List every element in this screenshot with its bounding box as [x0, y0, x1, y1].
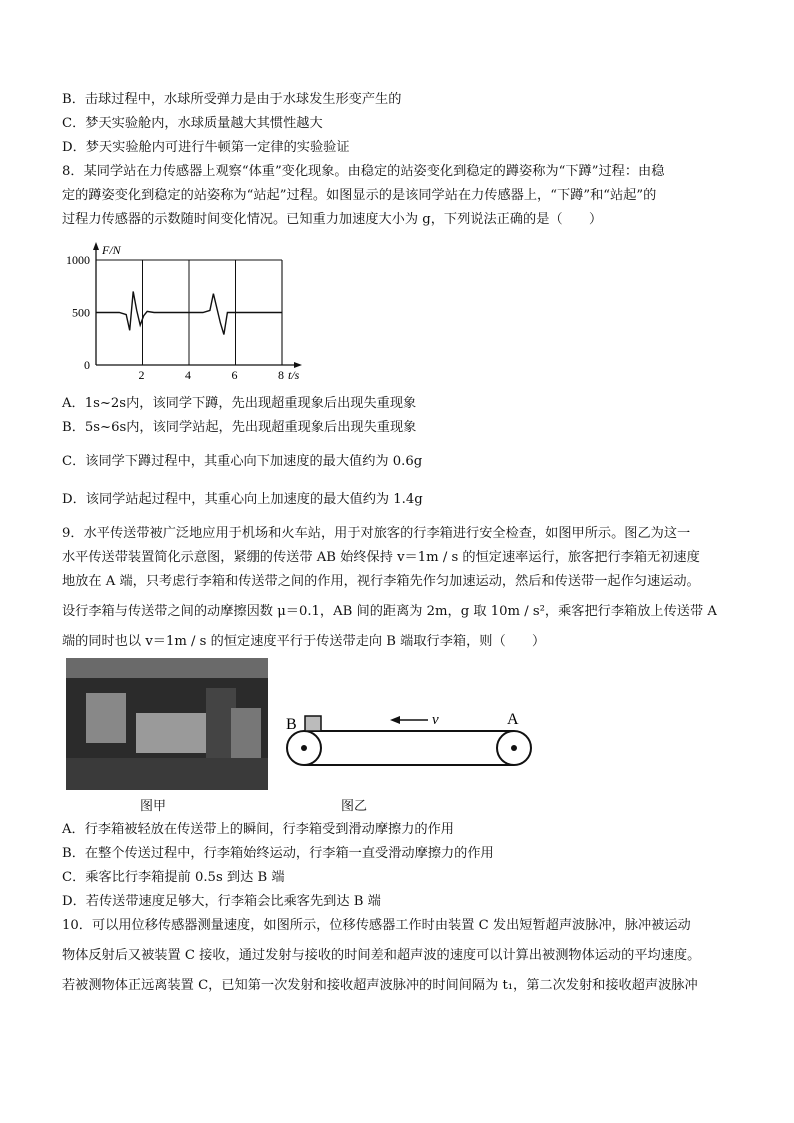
q7-option-b: B．击球过程中，水球所受弹力是由于水球发生形变产生的	[62, 92, 402, 107]
conveyor-belt-diagram	[278, 696, 548, 786]
q8-stem-line1: 8．某同学站在力传感器上观察“体重”变化现象。由稳定的站姿变化到稳定的蹲姿称为“下蹲”过程：由稳	[62, 164, 665, 179]
exam-page	[62, 88, 752, 998]
caption-fig-yi: 图乙	[341, 799, 368, 814]
q9-option-d: D．若传送带速度足够大，行李箱会比乘客先到达 B 端	[62, 894, 381, 909]
q9-option-c: C．乘客比行李箱提前 0.5s 到达 B 端	[62, 870, 285, 885]
y-tick-label: 0	[84, 358, 90, 372]
label-b: B	[286, 716, 297, 733]
y-axis-arrow-icon	[93, 242, 99, 250]
q9-option-b: B．在整个传送过程中，行李箱始终运动，行李箱一直受滑动摩擦力的作用	[62, 846, 494, 861]
x-tick-label: 6	[231, 368, 238, 382]
q8-option-d: D．该同学站起过程中，其重心向上加速度的最大值约为 1.4g	[62, 492, 423, 507]
q9-stem-line5: 端的同时也以 v＝1m / s 的恒定速度平行于传送带走向 B 端取行李箱，则（ ）	[62, 634, 546, 649]
q8-stem-line3: 过程力传感器的示数随时间变化情况。已知重力加速度大小为 g，下列说法正确的是（ ）	[62, 212, 603, 227]
caption-fig-jia: 图甲	[140, 799, 167, 814]
q7-option-d: D．梦天实验舱内可进行牛顿第一定律的实验验证	[62, 140, 350, 155]
figure-captions	[62, 796, 752, 818]
airport-security-photo	[66, 658, 268, 790]
arrow-head-icon	[390, 716, 400, 724]
q10-stem-line1: 10．可以用位移传感器测量速度，如图所示，位移传感器工作时由装置 C 发出短暂超声波脉冲，脉冲被运动	[62, 918, 691, 933]
suitcase-box	[305, 716, 321, 731]
label-a: A	[507, 711, 519, 728]
q9-option-a: A．行李箱被轻放在传送带上的瞬间，行李箱受到滑动摩擦力的作用	[62, 822, 454, 837]
x-tick-label: 8	[278, 368, 284, 382]
y-tick-label: 500	[72, 305, 90, 320]
y-tick-label: 1000	[66, 253, 90, 267]
q8-option-b: B．5s~6s内，该同学站起，先出现超重现象后出现失重现象	[62, 420, 417, 435]
q10-stem-line2: 物体反射后又被装置 C 接收，通过发射与接收的时间差和超声波的速度可以计算出被测物体运动的平均速度。	[62, 948, 701, 963]
q10-stem-line3: 若被测物体正远离装置 C，已知第一次发射和接收超声波脉冲的时间间隔为 t₁，第二次发射和接收超声波脉冲	[62, 978, 698, 993]
q9-stem-line3: 地放在 A 端，只考虑行李箱和传送带之间的作用，视行李箱先作匀加速运动，然后和传送带一起作匀速运动。	[62, 574, 700, 589]
q9-stem-line1: 9．水平传送带被广泛地应用于机场和火车站，用于对旅客的行李箱进行安全检查，如图甲所示。图乙为这一	[62, 526, 691, 541]
label-v: v	[432, 712, 439, 728]
q9-figures	[62, 658, 752, 790]
left-pulley-axle	[301, 745, 307, 751]
q9-stem-line4: 设行李箱与传送带之间的动摩擦因数 μ＝0.1，AB 间的距离为 2m，g 取 10m / s²，乘客把行李箱放上传送带 A	[62, 604, 717, 619]
q9-stem-line2: 水平传送带装置简化示意图，紧绷的传送带 AB 始终保持 v＝1m / s 的恒定速率运行，旅客把行李箱无初速度	[62, 550, 700, 565]
x-axis-label: t/s	[288, 368, 300, 382]
q8-option-c: C．该同学下蹲过程中，其重心向下加速度的最大值约为 0.6g	[62, 454, 423, 469]
y-axis-label: F/N	[102, 243, 121, 257]
q8-stem-line2: 定的蹲姿变化到稳定的站姿称为“站起”过程。如图显示的是该同学站在力传感器上，“下蹲”和“站起”的	[62, 188, 657, 203]
force-time-chart	[50, 238, 310, 388]
x-tick-label: 2	[138, 368, 145, 382]
q7-option-c: C．梦天实验舱内，水球质量越大其惯性越大	[62, 116, 323, 131]
right-pulley-axle	[511, 745, 517, 751]
x-tick-label: 4	[185, 368, 191, 382]
q8-option-a: A．1s~2s内，该同学下蹲，先出现超重现象后出现失重现象	[62, 396, 417, 411]
